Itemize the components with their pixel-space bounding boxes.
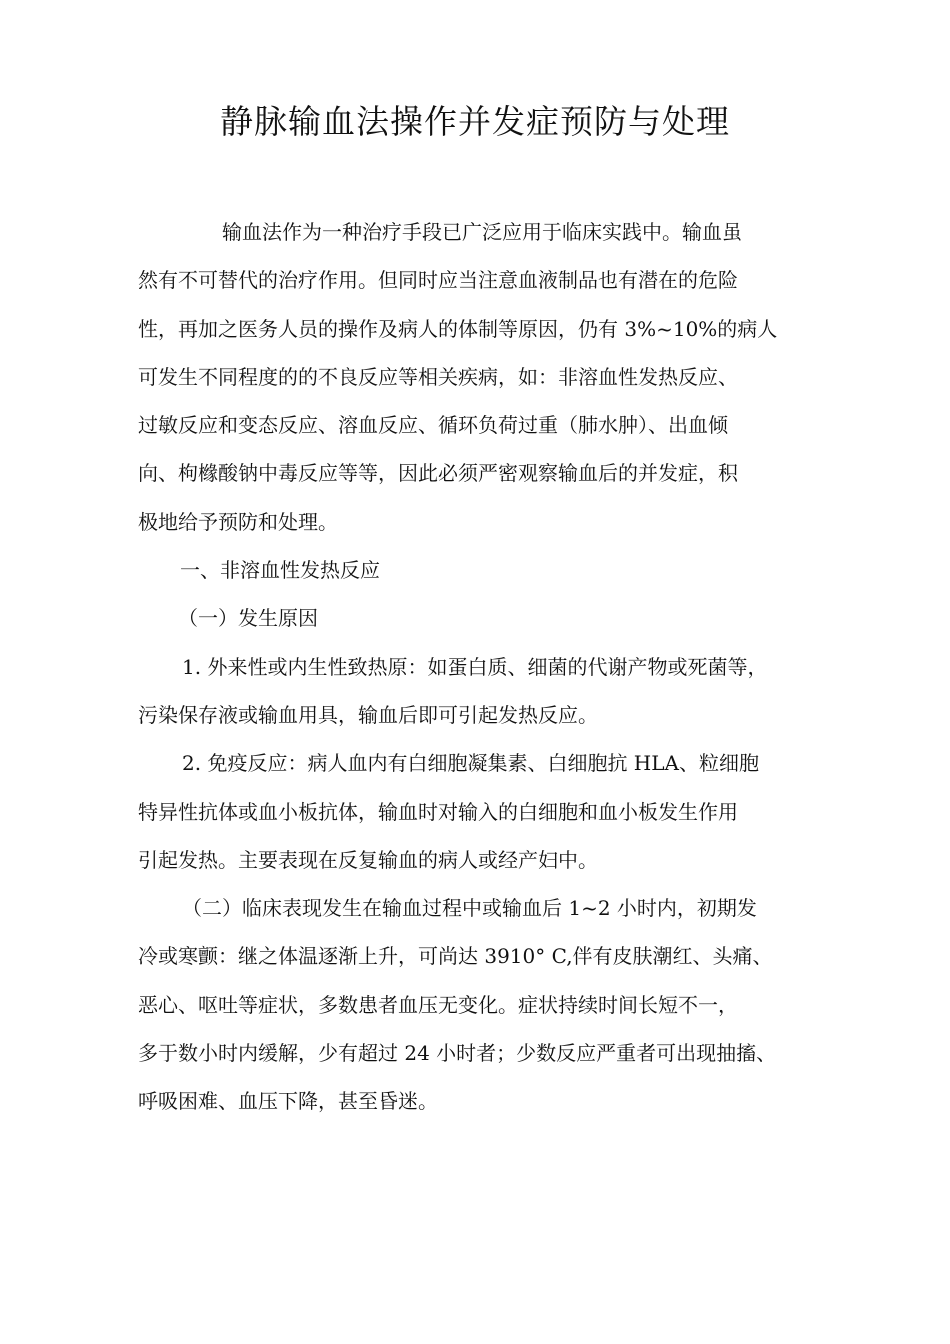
clinical-line-4: 多于数小时内缓解，少有超过 24 小时者；少数反应严重者可出现抽搐、 — [138, 1041, 777, 1066]
paragraph-intro-line-1: 输血法作为一种治疗手段已广泛应用于临床实践中。输血虽 — [222, 220, 742, 244]
paragraph-intro-line-7: 极地给予预防和处理。 — [138, 509, 338, 534]
cause-2-line-2: 特异性抗体或血小板抗体，输血时对输入的白细胞和血小板发生作用 — [138, 799, 738, 824]
clinical-line-3: 恶心、呕吐等症状，多数患者血压无变化。症状持续时间长短不一， — [138, 992, 738, 1017]
paragraph-intro-line-3: 性，再加之医务人员的操作及病人的体制等原因，仍有 3%~10%的病人 — [138, 316, 778, 341]
cause-1-line-1: 1. 外来性或内生性致热原：如蛋白质、细菌的代谢产物或死菌等， — [182, 654, 768, 679]
document-body — [138, 208, 838, 1126]
cause-2-line-1: 2. 免疫反应：病人血内有白细胞凝集素、白细胞抗 HLA、粒细胞 — [182, 751, 759, 776]
paragraph-intro-line-6: 向、枸橼酸钠中毒反应等等，因此必须严密观察输血后的并发症，积 — [138, 461, 738, 486]
section-heading-1: 一、非溶血性发热反应 — [180, 558, 380, 583]
clinical-line-5: 呼吸困难、血压下降，甚至昏迷。 — [138, 1089, 438, 1114]
paragraph-intro-line-5: 过敏反应和变态反应、溶血反应、循环负荷过重（肺水肿）、出血倾 — [138, 413, 728, 438]
paragraph-intro-line-2: 然有不可替代的治疗作用。但同时应当注意血液制品也有潜在的危险 — [138, 268, 738, 293]
paragraph-intro-line-4: 可发生不同程度的的不良反应等相关疾病，如：非溶血性发热反应、 — [138, 364, 738, 389]
clinical-line-1: （二）临床表现发生在输血过程中或输血后 1~2 小时内，初期发 — [182, 896, 757, 921]
clinical-line-2: 冷或寒颤：继之体温逐渐上升，可尚达 3910° C,伴有皮肤潮红、头痛、 — [138, 944, 773, 969]
subsection-heading-causes: （一）发生原因 — [178, 606, 318, 631]
cause-2-line-3: 引起发热。主要表现在反复输血的病人或经产妇中。 — [138, 847, 598, 872]
cause-1-line-2: 污染保存液或输血用具，输血后即可引起发热反应。 — [138, 702, 598, 727]
document-title: 静脉输血法操作并发症预防与处理 — [220, 102, 730, 141]
